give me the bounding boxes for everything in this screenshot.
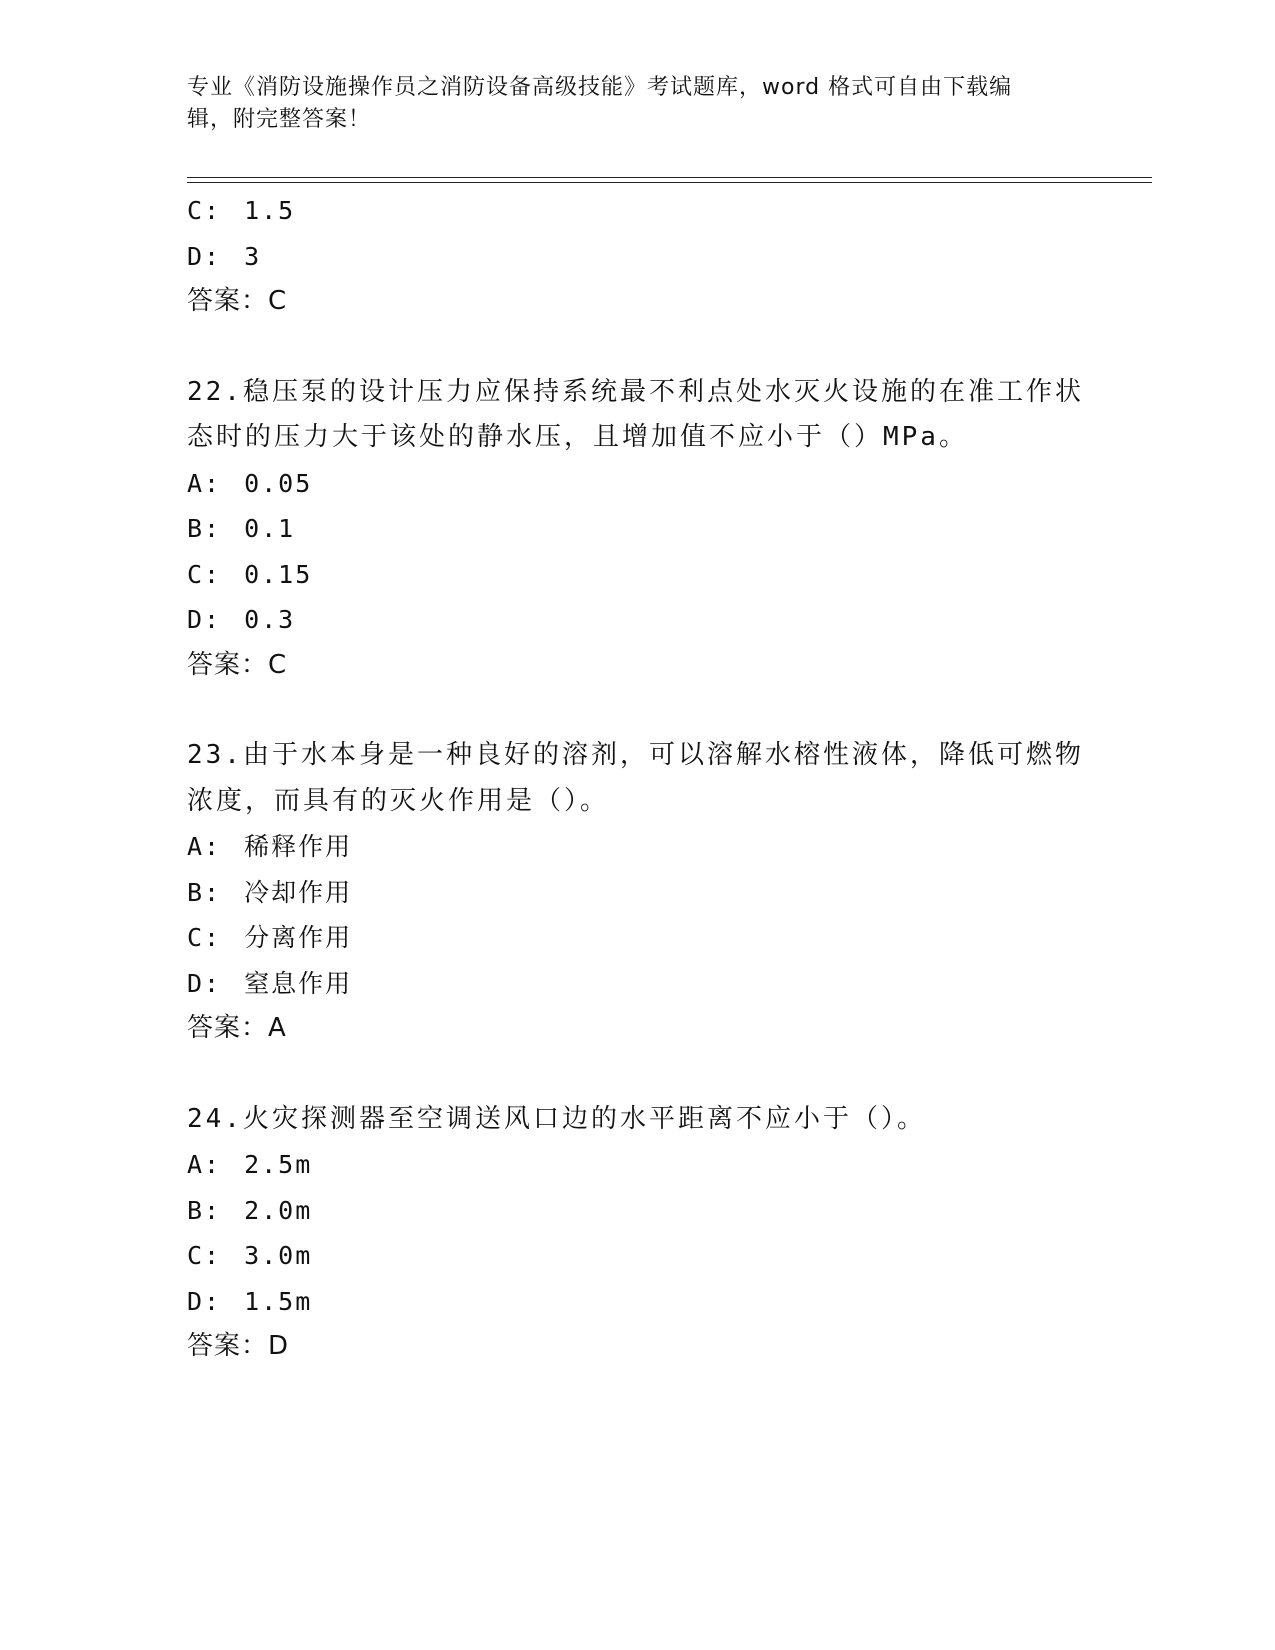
option-b	[187, 506, 1147, 552]
question-stem	[187, 733, 1087, 824]
option-c	[187, 188, 1147, 234]
question-22	[187, 370, 1147, 689]
header-line-1: 专业《消防设施操作员之消防设备高级技能》考试题库，word 格式可自由下载编	[187, 75, 1013, 100]
question-stem-line-2: 浓度，而具有的灭火作用是（）。	[187, 785, 610, 816]
option-text: 0.05	[244, 468, 313, 498]
option-text: 3.0m	[244, 1241, 313, 1270]
option-d	[187, 597, 1147, 643]
header-line-2: 辑，附完整答案！	[187, 107, 372, 132]
question-24	[187, 1097, 1147, 1370]
header-divider-top	[187, 177, 1152, 178]
option-c	[187, 552, 1147, 598]
question-stem-line-2: 态时的压力大于该处的静水压，且增加值不应小于（）MPa。	[187, 422, 968, 452]
option-a	[187, 461, 1147, 507]
option-label: B:	[187, 1195, 222, 1225]
option-d	[187, 961, 1147, 1007]
option-text: 窒息作用	[244, 968, 353, 998]
question-stem	[187, 1097, 1087, 1143]
header-divider-bottom	[187, 182, 1152, 183]
option-text: 1.5	[244, 196, 296, 225]
answer-line: 答案：D	[187, 1331, 290, 1361]
option-text: 2.0m	[244, 1195, 313, 1225]
option-b	[187, 870, 1147, 916]
question-stem-line-1: 22.稳压泵的设计压力应保持系统最不利点处水灭火设施的在准工作状	[187, 376, 1084, 407]
option-label: A:	[187, 832, 222, 861]
option-text: 2.5m	[244, 1150, 313, 1179]
question-stem	[187, 370, 1087, 461]
document-header	[187, 72, 1067, 136]
option-text: 稀释作用	[244, 832, 353, 861]
option-text: 冷却作用	[244, 877, 353, 907]
option-c	[187, 1233, 1147, 1279]
carryover-question	[187, 188, 1147, 325]
option-text: 3	[244, 241, 262, 271]
option-label: A:	[187, 1150, 222, 1179]
spacer	[187, 325, 1147, 370]
option-label: B:	[187, 514, 222, 543]
option-b	[187, 1188, 1147, 1234]
option-label: C:	[187, 559, 222, 589]
answer-line: 答案：C	[187, 286, 288, 316]
option-text: 分离作用	[244, 923, 353, 952]
question-23	[187, 733, 1147, 1052]
option-text: 1.5m	[244, 1286, 313, 1316]
option-label: D:	[187, 241, 222, 271]
document-body	[187, 188, 1147, 1370]
option-label: B:	[187, 877, 222, 907]
option-label: A:	[187, 468, 222, 498]
question-stem-line-1: 23.由于水本身是一种良好的溶剂，可以溶解水榕性液体，降低可燃物	[187, 740, 1084, 770]
answer-line: 答案：A	[187, 1013, 287, 1043]
answer-line: 答案：C	[187, 649, 288, 680]
option-d	[187, 1279, 1147, 1325]
option-text: 0.3	[244, 605, 296, 634]
option-label: D:	[187, 968, 222, 998]
spacer	[187, 688, 1147, 733]
option-label: D:	[187, 1286, 222, 1316]
question-stem-line-1: 24.火灾探测器至空调送风口边的水平距离不应小于（）。	[187, 1103, 926, 1134]
option-label: C:	[187, 196, 222, 225]
option-label: D:	[187, 605, 222, 634]
option-label: C:	[187, 1241, 222, 1270]
option-text: 0.1	[244, 514, 296, 543]
option-label: C:	[187, 923, 222, 952]
option-c	[187, 915, 1147, 961]
option-a	[187, 1142, 1147, 1188]
option-a	[187, 824, 1147, 870]
option-text: 0.15	[244, 559, 313, 589]
option-d	[187, 234, 1147, 280]
spacer	[187, 1052, 1147, 1097]
